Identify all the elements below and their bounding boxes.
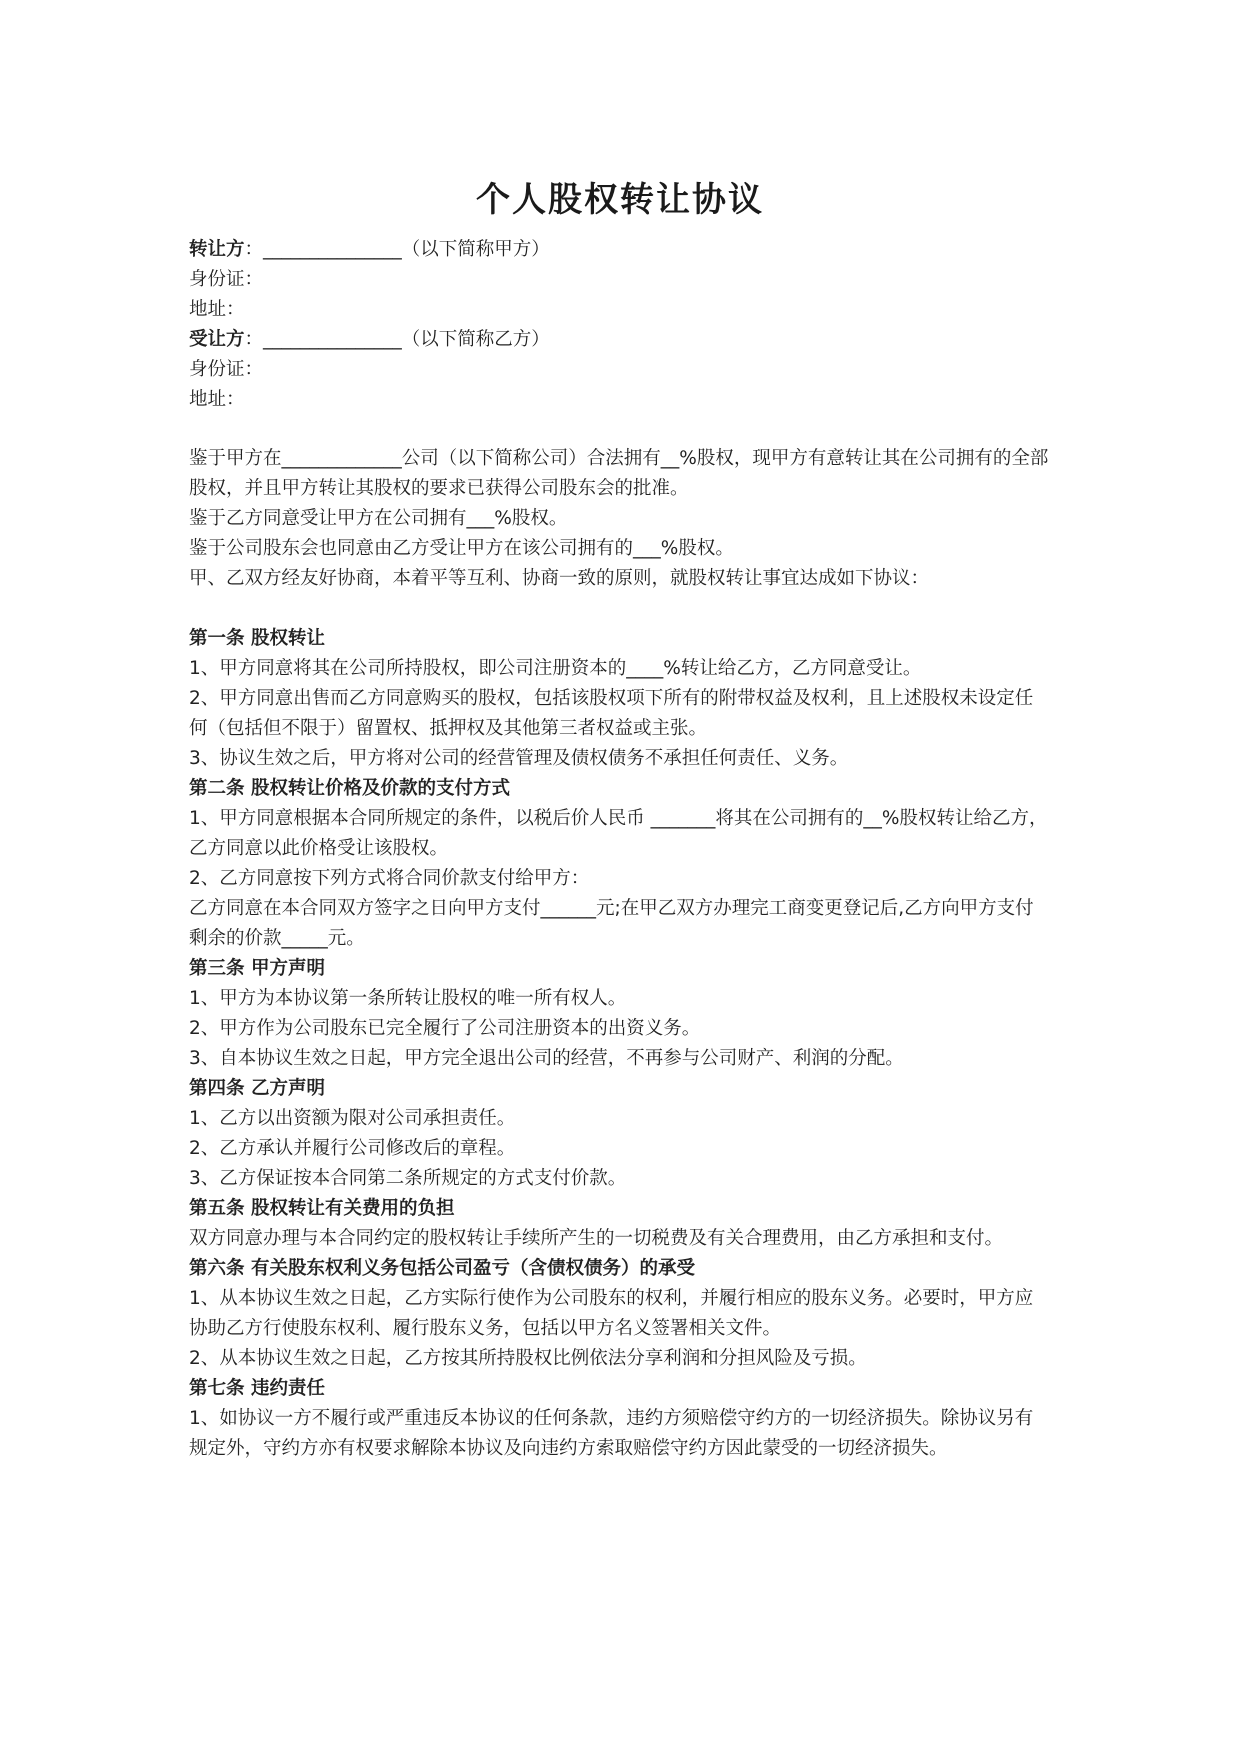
transferee-label: 受让方	[189, 329, 245, 350]
transferor-address: 地址：	[189, 299, 245, 320]
article-heading: 第五条 股权转让有关费用的负担	[189, 1198, 455, 1219]
article-heading: 第一条 股权转让	[189, 628, 325, 649]
article-heading: 第三条 甲方声明	[189, 958, 325, 979]
article-clause: 3、乙方保证按本合同第二条所规定的方式支付价款。	[189, 1168, 627, 1189]
article-clause: 1、甲方同意将其在公司所持股权，即公司注册资本的____%转让给乙方，乙方同意受让。	[189, 658, 922, 679]
transferee-address: 地址：	[189, 389, 245, 410]
article-clause: 2、乙方同意按下列方式将合同价款支付给甲方：	[189, 868, 590, 889]
preamble-line: 股权，并且甲方转让其股权的要求已获得公司股东会的批准。	[189, 478, 689, 499]
transferor-name-blank: ：_______________（以下简称甲方）	[244, 239, 550, 260]
article-clause: 3、协议生效之后，甲方将对公司的经营管理及债权债务不承担任何责任、义务。	[189, 748, 849, 769]
preamble-line: 鉴于乙方同意受让甲方在公司拥有___%股权。	[189, 508, 568, 529]
preamble-line: 甲、乙双方经友好协商，本着平等互利、协商一致的原则，就股权转让事宜达成如下协议：	[189, 568, 930, 589]
article-clause: 乙方同意在本合同双方签字之日向甲方支付______元;在甲乙双方办理完工商变更登记后,乙方向甲方支付	[189, 898, 1034, 919]
article-clause: 2、从本协议生效之日起，乙方按其所持股权比例依法分享利润和分担风险及亏损。	[189, 1348, 867, 1369]
article-clause: 2、甲方作为公司股东已完全履行了公司注册资本的出资义务。	[189, 1018, 701, 1039]
preamble-line: 鉴于甲方在_____________公司（以下简称公司）合法拥有__%股权，现甲方有意转让其在公司拥有的全部	[189, 448, 1049, 469]
preamble-line: 鉴于公司股东会也同意由乙方受让甲方在该公司拥有的___%股权。	[189, 538, 734, 559]
article-clause: 1、如协议一方不履行或严重违反本协议的任何条款，违约方须赔偿守约方的一切经济损失。除协议另有	[189, 1408, 1034, 1429]
article-heading: 第六条 有关股东权利义务包括公司盈亏（含债权债务）的承受	[189, 1258, 695, 1279]
document-title: 个人股权转让协议	[476, 180, 764, 220]
article-heading: 第七条 违约责任	[189, 1378, 325, 1399]
transferee-line	[189, 328, 1069, 352]
transferor-line	[189, 238, 1069, 262]
article-clause: 3、自本协议生效之日起，甲方完全退出公司的经营，不再参与公司财产、利润的分配。	[189, 1048, 904, 1069]
transferor-label: 转让方	[189, 239, 245, 260]
article-clause: 双方同意办理与本合同约定的股权转让手续所产生的一切税费及有关合理费用，由乙方承担和支付。	[189, 1228, 1004, 1249]
article-clause: 1、从本协议生效之日起，乙方实际行使作为公司股东的权利，并履行相应的股东义务。必要时，甲方应	[189, 1288, 1034, 1309]
transferor-id: 身份证：	[189, 269, 264, 290]
article-heading: 第四条 乙方声明	[189, 1078, 325, 1099]
transferee-name-blank: ：_______________（以下简称乙方）	[244, 329, 550, 350]
article-clause: 1、乙方以出资额为限对公司承担责任。	[189, 1108, 516, 1129]
article-clause: 2、乙方承认并履行公司修改后的章程。	[189, 1138, 516, 1159]
article-clause: 何（包括但不限于）留置权、抵押权及其他第三者权益或主张。	[189, 718, 708, 739]
article-clause: 规定外，守约方亦有权要求解除本协议及向违约方索取赔偿守约方因此蒙受的一切经济损失。	[189, 1438, 948, 1459]
article-clause: 剩余的价款_____元。	[189, 928, 365, 949]
article-clause: 2、甲方同意出售而乙方同意购买的股权，包括该股权项下所有的附带权益及权利，且上述股权未设定任	[189, 688, 1034, 709]
article-heading: 第二条 股权转让价格及价款的支付方式	[189, 778, 510, 799]
article-clause: 1、甲方同意根据本合同所规定的条件，以税后价人民币 _______将其在公司拥有的__%股权转让给乙方，	[189, 808, 1048, 829]
transferee-id: 身份证：	[189, 359, 264, 380]
article-clause: 协助乙方行使股东权利、履行股东义务，包括以甲方名义签署相关文件。	[189, 1318, 782, 1339]
article-clause: 1、甲方为本协议第一条所转让股权的唯一所有权人。	[189, 988, 627, 1009]
article-clause: 乙方同意以此价格受让该股权。	[189, 838, 449, 859]
